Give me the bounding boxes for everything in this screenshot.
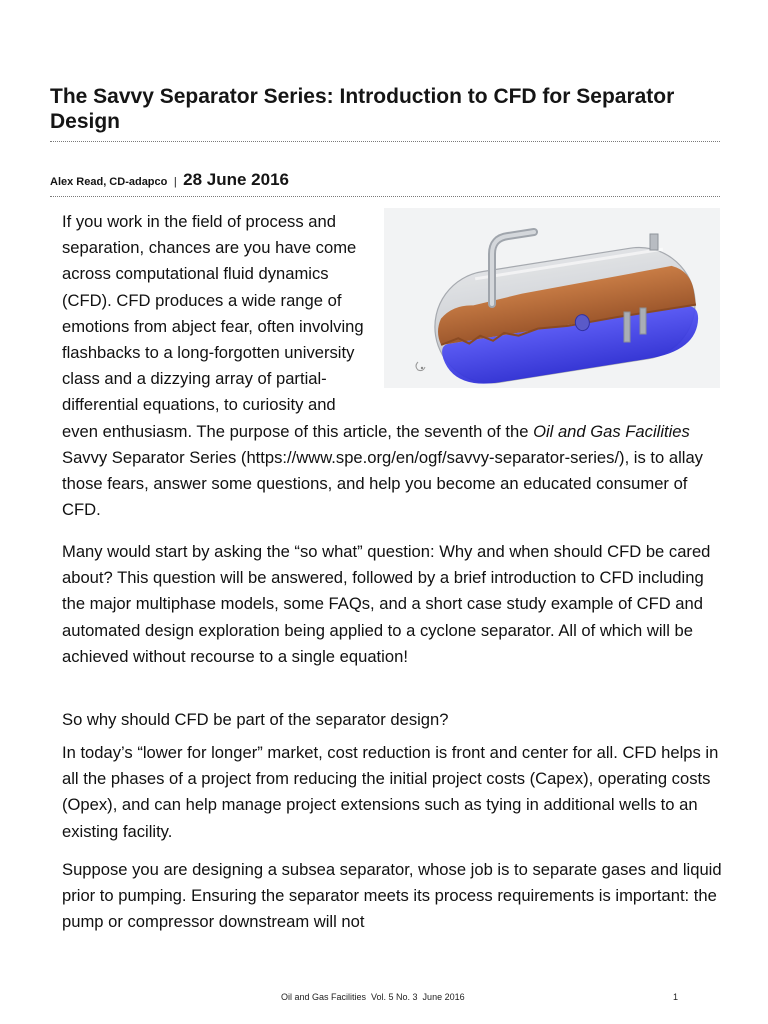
article-title: The Savvy Separator Series: Introduction to CFD for Separator Design: [50, 85, 675, 133]
paragraph-question: So why should CFD be part of the separator design?: [62, 710, 449, 729]
byline-divider: [50, 196, 720, 197]
footer-journal-info: Oil and Gas Facilities Vol. 5 No. 3 June 2016: [281, 992, 465, 1002]
intro-tail-text: Savvy Separator Series (https://www.spe.org/en/ogf/savvy-separator-series/), is to allay those fears, answer some questions, and help you become an educated consumer of CFD.: [62, 447, 703, 520]
publication-date: 28 June 2016: [183, 170, 289, 189]
journal-name-italic: Oil and Gas Facilities: [533, 421, 690, 441]
page-number: 1: [673, 992, 679, 1002]
author-name: Alex Read, CD-adapco: [50, 176, 168, 188]
figure-wrap-space: [370, 209, 722, 417]
byline-separator: |: [173, 176, 177, 188]
intro-lead-text: If you work in the field of process and separation, chances are you have come across computational fluid dynamics (CFD). CFD produces a wide range of emotions from abject fear, often involving flashbacks to a long-forgotten university class and a dizzying array of partial-differential equations, to curiosity and even enthusiasm. The purpose of this article, the seventh of the: [62, 212, 534, 441]
byline: [50, 170, 289, 190]
paragraph-cost-reduction: In today’s “lower for longer” market, cost reduction is front and center for all. CFD helps in all the phases of a project from reducing the initial project costs (Capex), operating costs (Opex), and can help manage project extensions such as tying in additional wells to an existing facility.: [62, 743, 719, 841]
intro-paragraph: [62, 209, 722, 523]
title-divider: [50, 141, 720, 142]
paragraph-so-what: Many would start by asking the “so what” question: Why and when should CFD be cared about? This question will be answered, followed by a brief introduction to CFD including the major multiphase models, some FAQs, and a short case study example of CFD and automated design exploration being applied to a cyclone separator. All of which will be achieved without recourse to a single equation!: [62, 542, 711, 666]
paragraph-subsea-separator: Suppose you are designing a subsea separator, whose job is to separate gases and liquid prior to pumping. Ensuring the separator meets its process requirements is important: the pump or compressor downstream will not: [62, 860, 722, 932]
